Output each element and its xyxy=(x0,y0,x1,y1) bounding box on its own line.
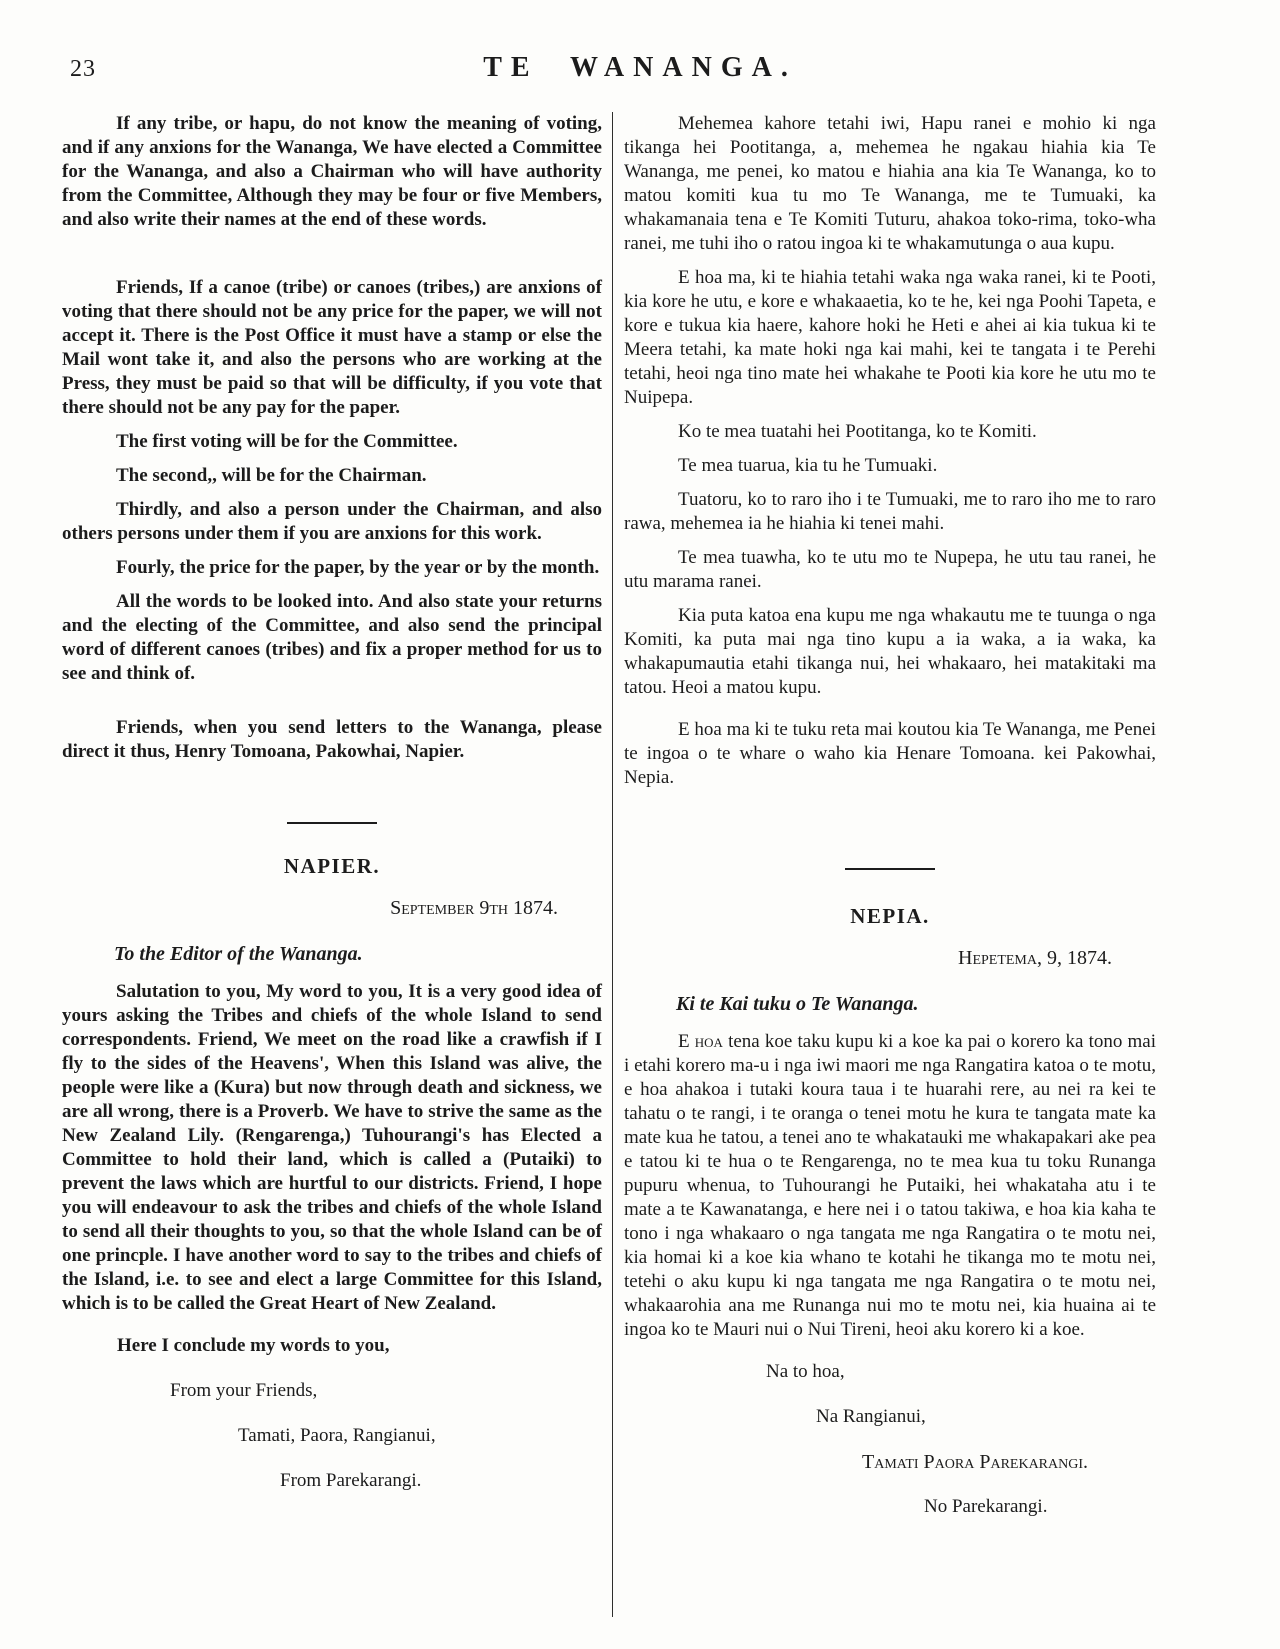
signature-place: No Parekarangi. xyxy=(924,1496,1048,1517)
dateline-nepia: Hepetema, 9, 1874. xyxy=(958,947,1112,969)
section-divider xyxy=(845,868,935,870)
salutation-nepia: Ki te Kai tuku o Te Wananga. xyxy=(676,993,919,1015)
section-divider xyxy=(287,822,377,824)
paragraph: Friends, when you send letters to the Wananga, please direct it thus, Henry Tomoana, Pakowhai, Napier. xyxy=(62,717,602,762)
closing-line: Na Rangianui, xyxy=(816,1406,926,1427)
paragraph: Tuatoru, ko to raro iho i te Tumuaki, me to raro iho me to raro rawa, mehemea ia he hiahia ki tenei mahi. xyxy=(624,489,1156,534)
dateline-napier: September 9th 1874. xyxy=(390,897,558,919)
paragraph: Mehemea kahore tetahi iwi, Hapu ranei e mohio ki nga tikanga hei Pootitanga, a, mehemea he ngakau hiahia kia Te Wananga, me penei, ko matou e hiahia ana kia Te Wananga, ko to matou komiti kua tu mo Te Wananga, me te Tumuaki, ka whakamanaia tena e Te Komiti Tuturu, ahakoa toko-rima, toko-wha ranei, me tuhi iho o ratou ingoa ki te whakamutunga o aua kupu. xyxy=(624,113,1156,254)
paragraph: Kia puta katoa ena kupu me nga whakautu me te tuunga o nga Komiti, ka puta mai nga tino kupu a ia waka, a ia waka, ka whakapumautia etahi tikanga nui, hei whakaaro, hei matakitaki ma tatou. Heoi a matou kupu. xyxy=(624,605,1156,698)
paragraph: Ko te mea tuatahi hei Pootitanga, ko te Komiti. xyxy=(678,421,1037,442)
paragraph: E hoa ma, ki te hiahia tetahi waka nga waka ranei, ki te Pooti, kia kore he utu, e kore e whakaaetia, ko te he, kei nga Poohi Tapeta, e kore e tukua kia haere, kahore hoki he Heti e ahei ai kia tukua ki te Meera tetahi, ka mate hoki nga kai mahi, kei te tangata i te Perehi tetahi, heoi nga tino mate hei whakahe te Pooti kia kore he utu mo te Nuipepa. xyxy=(624,267,1156,408)
signature-place: From Parekarangi. xyxy=(280,1470,422,1491)
paragraph: Te mea tuawha, ko te utu mo te Nupepa, he utu tau ranei, he utu marama ranei. xyxy=(624,547,1156,592)
closing-line: Na to hoa, xyxy=(766,1361,845,1382)
paragraph: If any tribe, or hapu, do not know the meaning of voting, and if any anxions for the Wananga, We have elected a Committee for the Wananga, and also a Chairman who will have authority from the Committee, Although they may be four or five Members, and also write their names at the end of these words. xyxy=(62,113,602,230)
letter-lead: E hoa xyxy=(678,1031,723,1052)
closing-line: From your Friends, xyxy=(170,1380,318,1401)
salutation-napier: To the Editor of the Wananga. xyxy=(114,943,363,965)
signature-line: Tamati, Paora, Rangianui, xyxy=(238,1425,436,1446)
closing-line: Here I conclude my words to you, xyxy=(117,1335,390,1356)
column-maori xyxy=(624,112,1156,1617)
section-heading-napier: NAPIER. xyxy=(283,854,381,878)
letter-body-maori xyxy=(624,1030,1156,1342)
paragraph: Friends, If a canoe (tribe) or canoes (tribes,) are anxions of voting that there should not be any price for the paper, we will not accept it. There is the Post Office it must have a stamp or else the Mail wont take it, and also the persons who are working at the Press, they must be paid so that will be difficulty, if you vote that there should not be any pay for the paper. xyxy=(62,277,602,418)
paragraph: Thirdly, and also a person under the Chairman, and also others persons under them if you are anxions for this work. xyxy=(62,499,602,544)
letter-text: tena koe taku kupu ki a koe ka pai o korero ka tono mai i etahi korero ma-u i nga iwi maori me nga Rangatira katoa o te motu, e hoa ahakoa i tutaki koura taua i te huarahi rere, au nei ra kei te tahatu o te rangi, i te oranga o tenei motu he kura te tangata mate ka mate kua he tatou, a tenei ano te whakatauki me whakapakari ake pea e tatou ki te hua o te Rengarenga, no te mea kua tu toku Runanga pupuru whenua, to Tuhourangi he Putaiki, hei whakataha atu i te mate a te Kawanatanga, e here nei i o tatou takiwa, e hoa kia kaha te tono i nga whakaaro o nga tangata me nga Rangatira o te motu nei, kia homai ki a koe kia whano te kotahi he tikanga mo te motu nei, tetehi o aku kupu ki nga tangata me nga Rangatira o te motu nei, whakaarohia ana me Runanga nui mo te motu nei, kia huaina ai te ingoa ko te Mauri nui o Nui Tireni, heoi aku korero ki a koe. xyxy=(624,1031,1156,1340)
paragraph: E hoa ma ki te tuku reta mai koutou kia Te Wananga, me Penei te ingoa o te whare o waho kia Henare Tomoana. kei Pakowhai, Nepia. xyxy=(624,719,1156,788)
section-heading-nepia: NEPIA. xyxy=(850,904,930,928)
paragraph: The second,, will be for the Chairman. xyxy=(116,465,427,486)
paragraph: The first voting will be for the Committee. xyxy=(116,431,458,452)
letter-body-english: Salutation to you, My word to you, It is a very good idea of yours asking the Tribes and chiefs of the whole Island to send correspondents. Friend, We meet on the road like a crawfish if I fly to the sides of the Heavens', When this Island was alive, the people were like a (Kura) but now through death and sickness, we are all wrong, there is a Proverb. We have to strive the same as the New Zealand Lily. (Rengarenga,) Tuhourangi's has Elected a Committee to hold their land, which is called a (Putaiki) to prevent the laws which are hurtful to our districts. Friend, I hope you will endeavour to ask the tribes and chiefs of the whole Island to send all their thoughts to you, so that the whole Island can be of one princple. I have another word to say to the tribes and chiefs of the Island, i.e. to see and elect a large Committee for this Island, which is to be called the Great Heart of New Zealand. xyxy=(62,981,602,1314)
paragraph: Te mea tuarua, kia tu he Tumuaki. xyxy=(678,455,938,476)
paragraph: All the words to be looked into. And also state your returns and the electing of the Committee, and also send the principal word of different canoes (tribes) and fix a proper method for us to see and think of. xyxy=(62,591,602,684)
page-number: 23 xyxy=(70,56,96,82)
column-english xyxy=(62,112,602,1617)
signature-line: Tamati Paora Parekarangi. xyxy=(862,1451,1089,1473)
page-title: TE WANANGA. xyxy=(483,52,797,83)
paragraph: Fourly, the price for the paper, by the year or by the month. xyxy=(116,557,600,578)
column-rule xyxy=(612,112,613,1617)
columns xyxy=(62,112,1156,1617)
